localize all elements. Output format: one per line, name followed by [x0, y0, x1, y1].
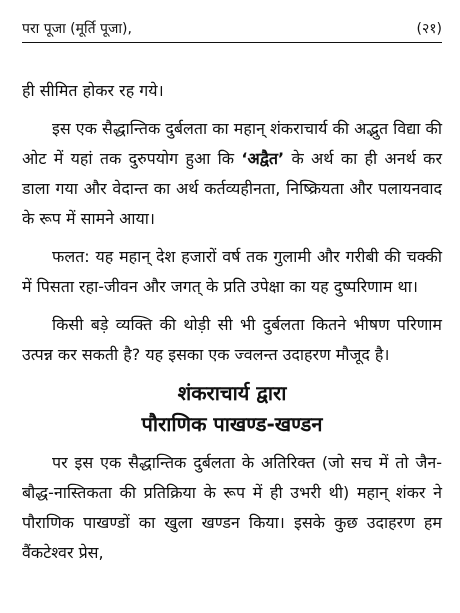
page-number: (२१) [416, 21, 442, 37]
running-title: परा पूजा (मूर्ति पूजा), [22, 21, 132, 37]
paragraph-1: ही सीमित होकर रह गये। [22, 81, 164, 100]
section-heading [22, 378, 442, 440]
header-rule [22, 42, 442, 43]
paragraph-2-text-a: इस एक सैद्धान्तिक दुर्बलता का महान् शंकराचार्य की अद्भुत विद्या की ओट में यहां तक दुरुपयोग हुआ कि [22, 119, 442, 168]
paragraph-2 [22, 114, 442, 234]
paragraph-3 [22, 242, 442, 302]
paragraph-2-text-b: के अर्थ का ही अनर्थ कर डाला गया और वेदान्त का अर्थ कर्तव्यहीनता, निष्क्रियता और पलायनवाद के रूप में सामने आया। [22, 149, 443, 228]
section-heading-line-1: शंकराचार्य द्वारा [177, 381, 287, 405]
paragraph-5: पर इस एक सैद्धान्तिक दुर्बलता के अतिरिक्त (जो सच में तो जैन-बौद्ध-नास्तिकता की प्रतिक्रिया के रूप में ही उभरी थी) महान् शंकर ने पौराणिक पाखण्डों का खुला खण्डन किया। इसके कुछ उदाहरण हम वैंकटेश्वर प्रेस, [22, 453, 442, 562]
page-body [22, 76, 442, 568]
section-heading-line-2: पौराणिक पाखण्ड-खण्डन [141, 412, 323, 436]
advaita-term: ‘अद्वैत’ [241, 149, 285, 168]
page-header [22, 0, 442, 58]
paragraph-4: किसी बड़े व्यक्ति की थोड़ी सी भी दुर्बलता कितने भीषण परिणाम उत्पन्न कर सकती है? यह इसका एक ज्वलन्त उदाहरण मौजूद है। [22, 315, 442, 364]
paragraph-3-text: यह महान् देश हजारों वर्ष तक गुलामी और गरीबी की चक्की में पिसता रहा-जीवन और जगत् के प्रति उपेक्षा का यह दुष्परिणाम था। [22, 247, 442, 296]
paragraph-3-label: फलत: [52, 247, 90, 266]
